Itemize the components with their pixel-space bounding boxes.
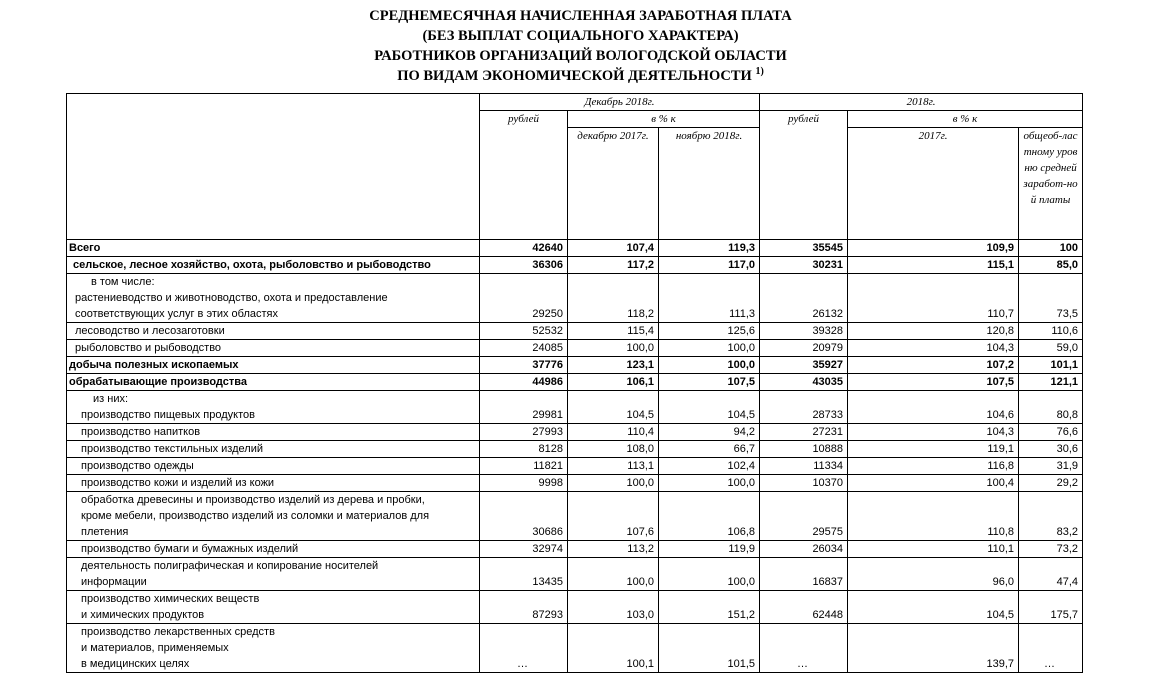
table-row: производство химических веществ и химических продуктов 87293 103,0 151,2 62448 104,5 175,7 (67, 591, 1083, 624)
table-row: производство одежды 11821 113,1 102,4 11334 116,8 31,9 (67, 458, 1083, 475)
document-title (0, 6, 1161, 86)
table-row: обрабатывающие производства 44986 106,1 107,5 43035 107,5 121,1 (67, 374, 1083, 391)
salary-table (66, 93, 1083, 673)
table-row: производство кожи и изделий из кожи 9998 100,0 100,0 10370 100,4 29,2 (67, 475, 1083, 492)
footnote-mark: 1) (755, 66, 764, 78)
table-row: производство бумаги и бумажных изделий 32974 113,2 119,9 26034 110,1 73,2 (67, 541, 1083, 558)
header-dec2017: декабрю 2017г. (568, 128, 659, 240)
table-row: добыча полезных ископаемых 37776 123,1 100,0 35927 107,2 101,1 (67, 357, 1083, 374)
header-pct-2: в % к (848, 111, 1083, 128)
table-row: производство лекарственных средств и материалов, применяемых в медицинских целях … 100,1 101,5 … 139,7 … (67, 624, 1083, 673)
title-line-1: СРЕДНЕМЕСЯЧНАЯ НАЧИСЛЕННАЯ ЗАРАБОТНАЯ ПЛАТА (369, 8, 792, 24)
header-blank-cell (67, 94, 480, 240)
header-period-dec2018: Декабрь 2018г. (480, 94, 760, 111)
title-line-2: (БЕЗ ВЫПЛАТ СОЦИАЛЬНОГО ХАРАКТЕРА) (422, 28, 739, 44)
header-regional: общеоб-ластному уровню средней заработ-ной платы (1019, 128, 1083, 240)
header-rub-1: рублей (480, 111, 568, 240)
header-y2017: 2017г. (848, 128, 1019, 240)
table-row: в том числе: растениеводство и животноводство, охота и предоставление соответствующих услуг в этих областях 29250 118,2 111,3 26132 110,7 73,5 (67, 274, 1083, 323)
table-row: рыболовство и рыбоводство 24085 100,0 100,0 20979 104,3 59,0 (67, 340, 1083, 357)
table-row: из них: производство пищевых продуктов 29981 104,5 104,5 28733 104,6 80,8 (67, 391, 1083, 424)
table-row: производство текстильных изделий 8128 108,0 66,7 10888 119,1 30,6 (67, 441, 1083, 458)
table-row: обработка древесины и производство изделий из дерева и пробки, кроме мебели, производство изделий из соломки и материалов для плетения 30686 107,6 106,8 29575 110,8 83,2 (67, 492, 1083, 541)
table-row: лесоводство и лесозаготовки 52532 115,4 125,6 39328 120,8 110,6 (67, 323, 1083, 340)
header-period-2018: 2018г. (760, 94, 1083, 111)
title-line-4: ПО ВИДАМ ЭКОНОМИЧЕСКОЙ ДЕЯТЕЛЬНОСТИ $^{1)}$ (397, 66, 764, 84)
header-pct-1: в % к (568, 111, 760, 128)
table-row: Всего 42640 107,4 119,3 35545 109,9 100 (67, 240, 1083, 257)
table-body (67, 240, 1083, 673)
table-row: деятельность полиграфическая и копирование носителей информации 13435 100,0 100,0 16837 96,0 47,4 (67, 558, 1083, 591)
header-nov2018: ноябрю 2018г. (659, 128, 760, 240)
header-rub-2: рублей (760, 111, 848, 240)
title-line-3: РАБОТНИКОВ ОРГАНИЗАЦИЙ ВОЛОГОДСКОЙ ОБЛАСТИ (374, 48, 787, 64)
table-row: сельское, лесное хозяйство, охота, рыболовство и рыбоводство 36306 117,2 117,0 30231 115,1 85,0 (67, 257, 1083, 274)
table-row: производство напитков 27993 110,4 94,2 27231 104,3 76,6 (67, 424, 1083, 441)
